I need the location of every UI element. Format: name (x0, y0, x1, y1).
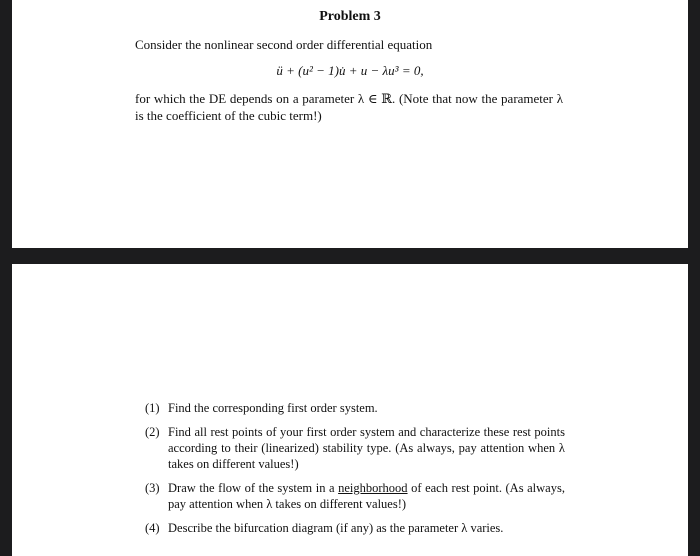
task-text (168, 480, 565, 512)
task-number: (4) (145, 521, 160, 535)
task-text: Find all rest points of your first order system and characterize these rest points according to their (linearized) stability type. (As always, pay attention when λ takes on different values!) (168, 425, 565, 471)
task-item-3 (145, 480, 565, 512)
parameter-note: for which the DE depends on a parameter λ ∈ ℝ. (Note that now the parameter λ is the coefficient of the cubic term!) (135, 91, 563, 123)
task-text-after: of each rest point. (As always, pay attention when λ takes on different values!) (168, 481, 565, 511)
underlined-word: neighborhood (338, 481, 408, 495)
page-top (12, 0, 688, 248)
problem-title: Problem 3 (319, 9, 381, 24)
task-number: (1) (145, 401, 160, 415)
task-item-4 (145, 520, 565, 536)
task-list (145, 400, 565, 544)
task-text: Find the corresponding first order system. (168, 401, 378, 415)
intro-text: Consider the nonlinear second order differential equation (135, 37, 433, 52)
differential-equation: ü + (u² − 1)u̇ + u − λu³ = 0, (276, 63, 424, 78)
page-bottom (12, 264, 688, 556)
task-item-1 (145, 400, 565, 416)
task-number: (2) (145, 425, 160, 439)
task-number: (3) (145, 481, 160, 495)
task-text-before: Draw the flow of the system in a (168, 481, 339, 495)
task-text: Describe the bifurcation diagram (if any) as the parameter λ varies. (168, 521, 504, 535)
task-item-2 (145, 424, 565, 472)
